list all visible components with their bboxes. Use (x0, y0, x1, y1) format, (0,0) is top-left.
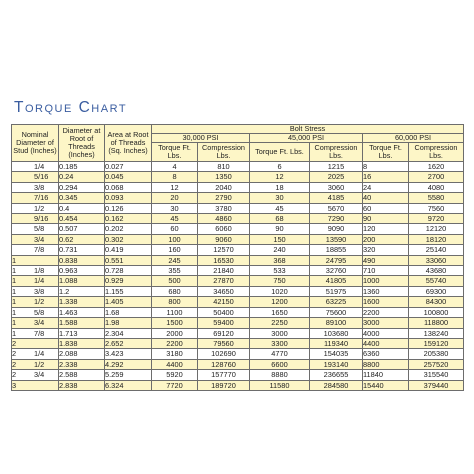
diameter-fraction: 3/4 (34, 370, 45, 380)
cell-area: 0.202 (105, 224, 152, 234)
cell-area: 0.551 (105, 255, 152, 265)
table-row (12, 328, 464, 338)
header-30000-psi: 30,000 PSI (152, 134, 250, 143)
cell-c45: 41805 (310, 276, 363, 286)
cell-area: 6.324 (105, 380, 152, 390)
cell-t45: 90 (250, 224, 310, 234)
cell-c60: 205380 (409, 349, 464, 359)
diameter-fraction: 7/8 (34, 245, 45, 255)
cell-t30: 4400 (152, 359, 198, 369)
diameter-fraction: 5/16 (34, 172, 49, 182)
table-row (12, 162, 464, 172)
nominal-diameter-cell (12, 214, 59, 224)
cell-t60: 16 (363, 172, 409, 182)
cell-c30: 50400 (198, 307, 250, 317)
table-row (12, 370, 464, 380)
cell-area: 0.126 (105, 203, 152, 213)
nominal-diameter-cell (12, 370, 59, 380)
header-torque-45: Torque Ft. Lbs. (250, 143, 310, 162)
cell-t45: 150 (250, 234, 310, 244)
cell-c30: 810 (198, 162, 250, 172)
nominal-diameter-cell (12, 359, 59, 369)
cell-t45: 18 (250, 182, 310, 192)
cell-c45: 63225 (310, 297, 363, 307)
cell-root: 1.2 (59, 286, 105, 296)
cell-c60: 12120 (409, 224, 464, 234)
cell-t30: 3180 (152, 349, 198, 359)
cell-c45: 236655 (310, 370, 363, 380)
cell-t45: 8880 (250, 370, 310, 380)
cell-root: 1.588 (59, 318, 105, 328)
nominal-diameter-cell (12, 162, 59, 172)
diameter-whole: 1 (12, 255, 17, 265)
header-nominal-diameter: Nominal Diameter of Stud (Inches) (12, 125, 59, 162)
cell-c60: 55740 (409, 276, 464, 286)
cell-c30: 189720 (198, 380, 250, 390)
cell-t30: 500 (152, 276, 198, 286)
cell-root: 0.507 (59, 224, 105, 234)
cell-c60: 84300 (409, 297, 464, 307)
cell-t45: 1020 (250, 286, 310, 296)
cell-t30: 2000 (152, 328, 198, 338)
cell-root: 2.338 (59, 359, 105, 369)
cell-root: 0.345 (59, 193, 105, 203)
cell-t30: 4 (152, 162, 198, 172)
cell-root: 0.4 (59, 203, 105, 213)
header-60000-psi: 60,000 PSI (363, 134, 464, 143)
nominal-diameter-cell (12, 338, 59, 348)
table-row (12, 245, 464, 255)
cell-root: 0.838 (59, 255, 105, 265)
cell-c30: 59400 (198, 318, 250, 328)
diameter-fraction: 3/4 (34, 318, 45, 328)
cell-c45: 13590 (310, 234, 363, 244)
cell-t30: 2200 (152, 338, 198, 348)
cell-c45: 2025 (310, 172, 363, 182)
table-row (12, 318, 464, 328)
cell-c30: 34650 (198, 286, 250, 296)
cell-c30: 102690 (198, 349, 250, 359)
cell-c45: 193140 (310, 359, 363, 369)
cell-t60: 40 (363, 193, 409, 203)
cell-t45: 30 (250, 193, 310, 203)
cell-t30: 355 (152, 266, 198, 276)
cell-t60: 490 (363, 255, 409, 265)
table-row (12, 359, 464, 369)
table-row (12, 224, 464, 234)
table-row (12, 276, 464, 286)
cell-c60: 69300 (409, 286, 464, 296)
cell-c60: 5580 (409, 193, 464, 203)
cell-c60: 7560 (409, 203, 464, 213)
table-row (12, 172, 464, 182)
cell-area: 0.027 (105, 162, 152, 172)
cell-t60: 120 (363, 224, 409, 234)
cell-c45: 24795 (310, 255, 363, 265)
cell-c60: 138240 (409, 328, 464, 338)
nominal-diameter-cell (12, 193, 59, 203)
diameter-fraction: 1/2 (34, 203, 45, 213)
cell-area: 3.423 (105, 349, 152, 359)
cell-area: 5.259 (105, 370, 152, 380)
cell-root: 0.731 (59, 245, 105, 255)
cell-c60: 43680 (409, 266, 464, 276)
cell-c60: 2700 (409, 172, 464, 182)
cell-t60: 320 (363, 245, 409, 255)
table-row (12, 338, 464, 348)
cell-c60: 257520 (409, 359, 464, 369)
cell-c60: 4080 (409, 182, 464, 192)
cell-root: 0.185 (59, 162, 105, 172)
table-row (12, 307, 464, 317)
cell-t45: 45 (250, 203, 310, 213)
cell-c60: 159120 (409, 338, 464, 348)
cell-area: 1.98 (105, 318, 152, 328)
cell-root: 0.963 (59, 266, 105, 276)
cell-area: 1.68 (105, 307, 152, 317)
cell-area: 0.162 (105, 214, 152, 224)
diameter-fraction: 7/16 (34, 193, 49, 203)
diameter-fraction: 7/8 (34, 328, 45, 338)
cell-t45: 3000 (250, 328, 310, 338)
cell-c60: 18120 (409, 234, 464, 244)
cell-c60: 1620 (409, 162, 464, 172)
cell-c60: 118800 (409, 318, 464, 328)
cell-root: 2.588 (59, 370, 105, 380)
cell-c60: 315540 (409, 370, 464, 380)
cell-t60: 200 (363, 234, 409, 244)
header-torque-30: Torque Ft. Lbs. (152, 143, 198, 162)
cell-t30: 1500 (152, 318, 198, 328)
cell-root: 0.24 (59, 172, 105, 182)
header-compression-45: Compression Lbs. (310, 143, 363, 162)
header-compression-30: Compression Lbs. (198, 143, 250, 162)
cell-c45: 7290 (310, 214, 363, 224)
cell-c30: 6060 (198, 224, 250, 234)
cell-t60: 90 (363, 214, 409, 224)
nominal-diameter-cell (12, 266, 59, 276)
cell-area: 1.405 (105, 297, 152, 307)
cell-c45: 75600 (310, 307, 363, 317)
cell-c60: 33060 (409, 255, 464, 265)
nominal-diameter-cell (12, 203, 59, 213)
cell-c45: 32760 (310, 266, 363, 276)
torque-chart-body (12, 162, 464, 391)
nominal-diameter-cell (12, 172, 59, 182)
diameter-fraction: 1/2 (34, 359, 45, 369)
cell-root: 1.838 (59, 338, 105, 348)
table-row (12, 214, 464, 224)
table-row (12, 349, 464, 359)
cell-c30: 79560 (198, 338, 250, 348)
header-root-diameter: Diameter at Root of Threads (Inches) (59, 125, 105, 162)
cell-t45: 750 (250, 276, 310, 286)
cell-t45: 6 (250, 162, 310, 172)
cell-c30: 16530 (198, 255, 250, 265)
diameter-whole: 1 (12, 297, 17, 307)
cell-t30: 8 (152, 172, 198, 182)
cell-c30: 1350 (198, 172, 250, 182)
cell-c60: 379440 (409, 380, 464, 390)
diameter-whole: 1 (12, 307, 17, 317)
nominal-diameter-cell (12, 349, 59, 359)
cell-t30: 160 (152, 245, 198, 255)
cell-t45: 2250 (250, 318, 310, 328)
cell-t60: 2200 (363, 307, 409, 317)
cell-root: 2.088 (59, 349, 105, 359)
cell-root: 1.713 (59, 328, 105, 338)
cell-area: 2.304 (105, 328, 152, 338)
nominal-diameter-cell (12, 318, 59, 328)
cell-c30: 21840 (198, 266, 250, 276)
cell-t60: 11840 (363, 370, 409, 380)
table-row (12, 380, 464, 390)
diameter-whole: 1 (12, 286, 17, 296)
table-row (12, 297, 464, 307)
diameter-whole: 3 (12, 380, 17, 390)
table-row (12, 203, 464, 213)
cell-c30: 4860 (198, 214, 250, 224)
diameter-whole: 2 (12, 349, 17, 359)
cell-t60: 3000 (363, 318, 409, 328)
diameter-whole: 2 (12, 370, 17, 380)
nominal-diameter-cell (12, 224, 59, 234)
header-compression-60: Compression Lbs. (409, 143, 464, 162)
cell-t30: 100 (152, 234, 198, 244)
diameter-fraction: 5/8 (34, 307, 45, 317)
cell-root: 0.454 (59, 214, 105, 224)
cell-area: 0.302 (105, 234, 152, 244)
diameter-fraction: 1/2 (34, 297, 45, 307)
cell-c30: 128760 (198, 359, 250, 369)
diameter-whole: 1 (12, 276, 17, 286)
table-row (12, 266, 464, 276)
cell-c45: 284580 (310, 380, 363, 390)
cell-t45: 3300 (250, 338, 310, 348)
cell-t60: 1000 (363, 276, 409, 286)
nominal-diameter-cell (12, 255, 59, 265)
cell-area: 0.045 (105, 172, 152, 182)
cell-t30: 800 (152, 297, 198, 307)
cell-area: 0.929 (105, 276, 152, 286)
cell-t45: 11580 (250, 380, 310, 390)
header-45000-psi: 45,000 PSI (250, 134, 363, 143)
cell-t45: 1200 (250, 297, 310, 307)
cell-c60: 25140 (409, 245, 464, 255)
cell-t45: 1650 (250, 307, 310, 317)
cell-t30: 45 (152, 214, 198, 224)
cell-root: 1.338 (59, 297, 105, 307)
diameter-whole: 2 (12, 359, 17, 369)
diameter-whole: 2 (12, 338, 17, 348)
cell-t30: 60 (152, 224, 198, 234)
cell-c45: 5670 (310, 203, 363, 213)
table-row (12, 234, 464, 244)
nominal-diameter-cell (12, 380, 59, 390)
nominal-diameter-cell (12, 328, 59, 338)
header-root-area: Area at Root of Threads (Sq. Inches) (105, 125, 152, 162)
cell-root: 0.294 (59, 182, 105, 192)
cell-t60: 60 (363, 203, 409, 213)
nominal-diameter-cell (12, 276, 59, 286)
cell-t45: 4770 (250, 349, 310, 359)
cell-c45: 154035 (310, 349, 363, 359)
cell-t60: 710 (363, 266, 409, 276)
diameter-whole: 1 (12, 266, 17, 276)
diameter-fraction: 5/8 (34, 224, 45, 234)
cell-root: 0.62 (59, 234, 105, 244)
cell-t45: 68 (250, 214, 310, 224)
nominal-diameter-cell (12, 234, 59, 244)
nominal-diameter-cell (12, 297, 59, 307)
cell-c45: 1215 (310, 162, 363, 172)
cell-c30: 3780 (198, 203, 250, 213)
cell-c45: 9090 (310, 224, 363, 234)
cell-t60: 6360 (363, 349, 409, 359)
cell-t30: 12 (152, 182, 198, 192)
cell-c30: 27870 (198, 276, 250, 286)
cell-area: 0.068 (105, 182, 152, 192)
table-row (12, 182, 464, 192)
cell-t60: 24 (363, 182, 409, 192)
cell-c45: 3060 (310, 182, 363, 192)
cell-t60: 4400 (363, 338, 409, 348)
cell-t60: 8800 (363, 359, 409, 369)
cell-c30: 2790 (198, 193, 250, 203)
diameter-fraction: 3/4 (34, 234, 45, 244)
cell-t60: 8 (363, 162, 409, 172)
nominal-diameter-cell (12, 182, 59, 192)
nominal-diameter-cell (12, 307, 59, 317)
table-row (12, 286, 464, 296)
nominal-diameter-cell (12, 286, 59, 296)
cell-c30: 2040 (198, 182, 250, 192)
cell-c30: 9060 (198, 234, 250, 244)
cell-t30: 680 (152, 286, 198, 296)
diameter-fraction: 1/4 (34, 276, 45, 286)
cell-c30: 12570 (198, 245, 250, 255)
cell-area: 1.155 (105, 286, 152, 296)
cell-root: 1.463 (59, 307, 105, 317)
cell-t30: 1100 (152, 307, 198, 317)
diameter-whole: 1 (12, 318, 17, 328)
diameter-whole: 1 (12, 328, 17, 338)
cell-c45: 4185 (310, 193, 363, 203)
diameter-fraction: 1/4 (34, 162, 45, 171)
diameter-fraction: 1/8 (34, 266, 45, 276)
diameter-fraction: 3/8 (34, 286, 45, 296)
cell-c60: 9720 (409, 214, 464, 224)
cell-t45: 533 (250, 266, 310, 276)
cell-area: 2.652 (105, 338, 152, 348)
cell-c30: 42150 (198, 297, 250, 307)
cell-c45: 51975 (310, 286, 363, 296)
cell-root: 2.838 (59, 380, 105, 390)
cell-t60: 1360 (363, 286, 409, 296)
cell-t60: 1600 (363, 297, 409, 307)
cell-root: 1.088 (59, 276, 105, 286)
header-torque-60: Torque Ft. Lbs. (363, 143, 409, 162)
cell-t45: 240 (250, 245, 310, 255)
diameter-fraction: 9/16 (34, 214, 49, 224)
table-row (12, 193, 464, 203)
cell-c30: 157770 (198, 370, 250, 380)
cell-area: 4.292 (105, 359, 152, 369)
cell-c45: 89100 (310, 318, 363, 328)
cell-t30: 20 (152, 193, 198, 203)
cell-area: 0.093 (105, 193, 152, 203)
cell-c60: 100800 (409, 307, 464, 317)
cell-t30: 245 (152, 255, 198, 265)
cell-c45: 119340 (310, 338, 363, 348)
cell-c45: 103680 (310, 328, 363, 338)
cell-t30: 30 (152, 203, 198, 213)
header-bolt-stress: Bolt Stress (152, 125, 464, 134)
cell-t60: 15440 (363, 380, 409, 390)
diameter-fraction: 1/4 (34, 349, 45, 359)
cell-t60: 4000 (363, 328, 409, 338)
cell-t45: 368 (250, 255, 310, 265)
cell-t30: 5920 (152, 370, 198, 380)
cell-area: 0.728 (105, 266, 152, 276)
cell-c30: 69120 (198, 328, 250, 338)
page-title: Torque Chart (14, 99, 128, 116)
cell-t30: 7720 (152, 380, 198, 390)
torque-chart-table (11, 124, 464, 391)
cell-t45: 12 (250, 172, 310, 182)
nominal-diameter-cell (12, 245, 59, 255)
cell-area: 0.419 (105, 245, 152, 255)
cell-c45: 18855 (310, 245, 363, 255)
table-row (12, 255, 464, 265)
diameter-fraction: 3/8 (34, 182, 45, 192)
cell-t45: 6600 (250, 359, 310, 369)
